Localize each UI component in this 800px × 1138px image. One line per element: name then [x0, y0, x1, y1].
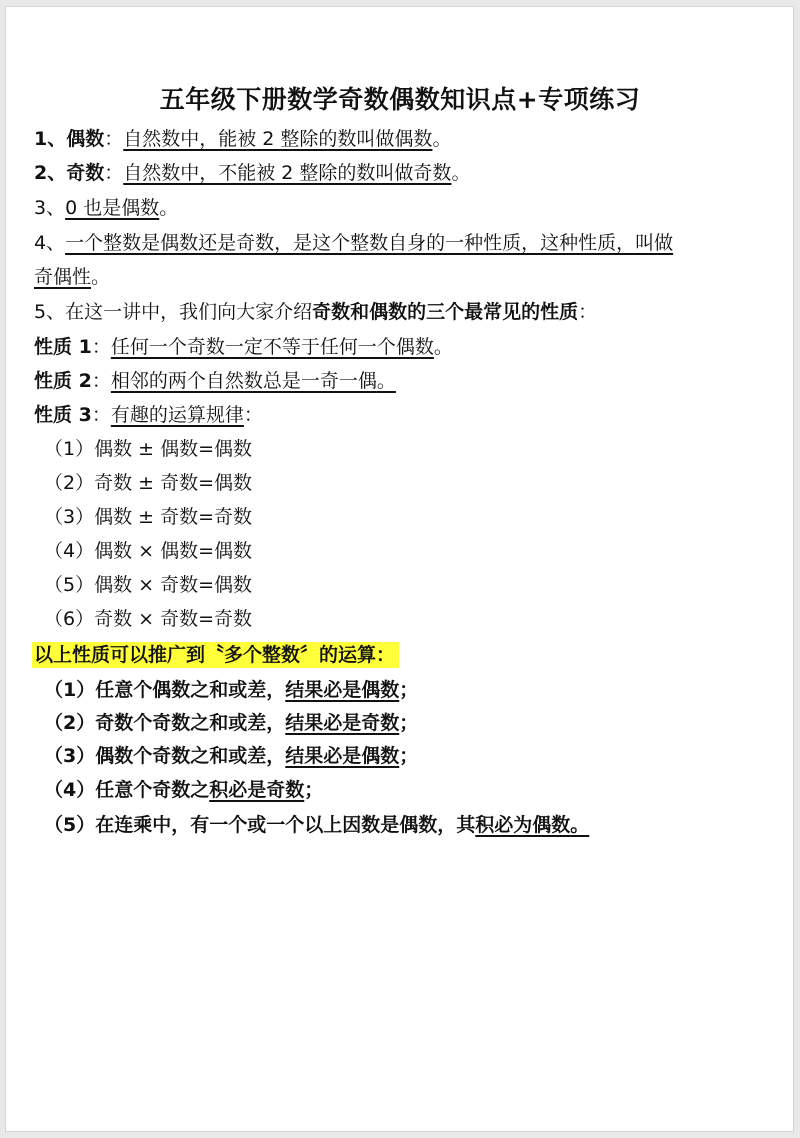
property-2: 性质 2：相邻的两个自然数总是一奇一偶。: [34, 370, 396, 392]
extension-item: （2）奇数个奇数之和或差，结果必是奇数；: [44, 712, 419, 734]
property-1: 性质 1：任何一个奇数一定不等于任何一个偶数。: [34, 336, 453, 358]
zero-is-even: 3、0 也是偶数。: [34, 197, 179, 219]
rule-item: （4）偶数 × 偶数=偶数: [44, 540, 253, 562]
extension-item: （3）偶数个奇数之和或差，结果必是偶数；: [44, 745, 419, 767]
property-3: 性质 3：有趣的运算规律：: [34, 404, 263, 426]
page-title: 五年级下册数学奇数偶数知识点+专项练习: [159, 85, 641, 114]
parity-definition-line1: 4、一个整数是偶数还是奇数，是这个整数自身的一种性质，这种性质，叫做: [34, 232, 674, 254]
extension-item: （4）任意个奇数之积必是奇数；: [44, 779, 324, 801]
definition-even: 1、偶数：自然数中，能被 2 整除的数叫做偶数。: [34, 128, 452, 150]
extension-item: （1）任意个偶数之和或差，结果必是偶数；: [44, 679, 419, 701]
rule-item: （6）奇数 × 奇数=奇数: [44, 608, 253, 630]
definition-odd: 2、奇数：自然数中，不能被 2 整除的数叫做奇数。: [34, 162, 471, 184]
rule-item: （2）奇数 ± 奇数=偶数: [44, 472, 253, 494]
highlighted-note: 以上性质可以推广到〝多个整数〞的运算：: [34, 640, 399, 670]
extension-item: （5）在连乘中，有一个或一个以上因数是偶数，其积必为偶数。: [44, 814, 590, 836]
rule-item: （1）偶数 ± 偶数=偶数: [44, 438, 253, 460]
parity-definition-line2: 奇偶性。: [34, 266, 111, 288]
rule-item: （5）偶数 × 奇数=偶数: [44, 574, 253, 596]
properties-intro: 5、在这一讲中，我们向大家介绍奇数和偶数的三个最常见的性质：: [34, 301, 598, 323]
rule-item: （3）偶数 ± 奇数=奇数: [44, 506, 253, 528]
